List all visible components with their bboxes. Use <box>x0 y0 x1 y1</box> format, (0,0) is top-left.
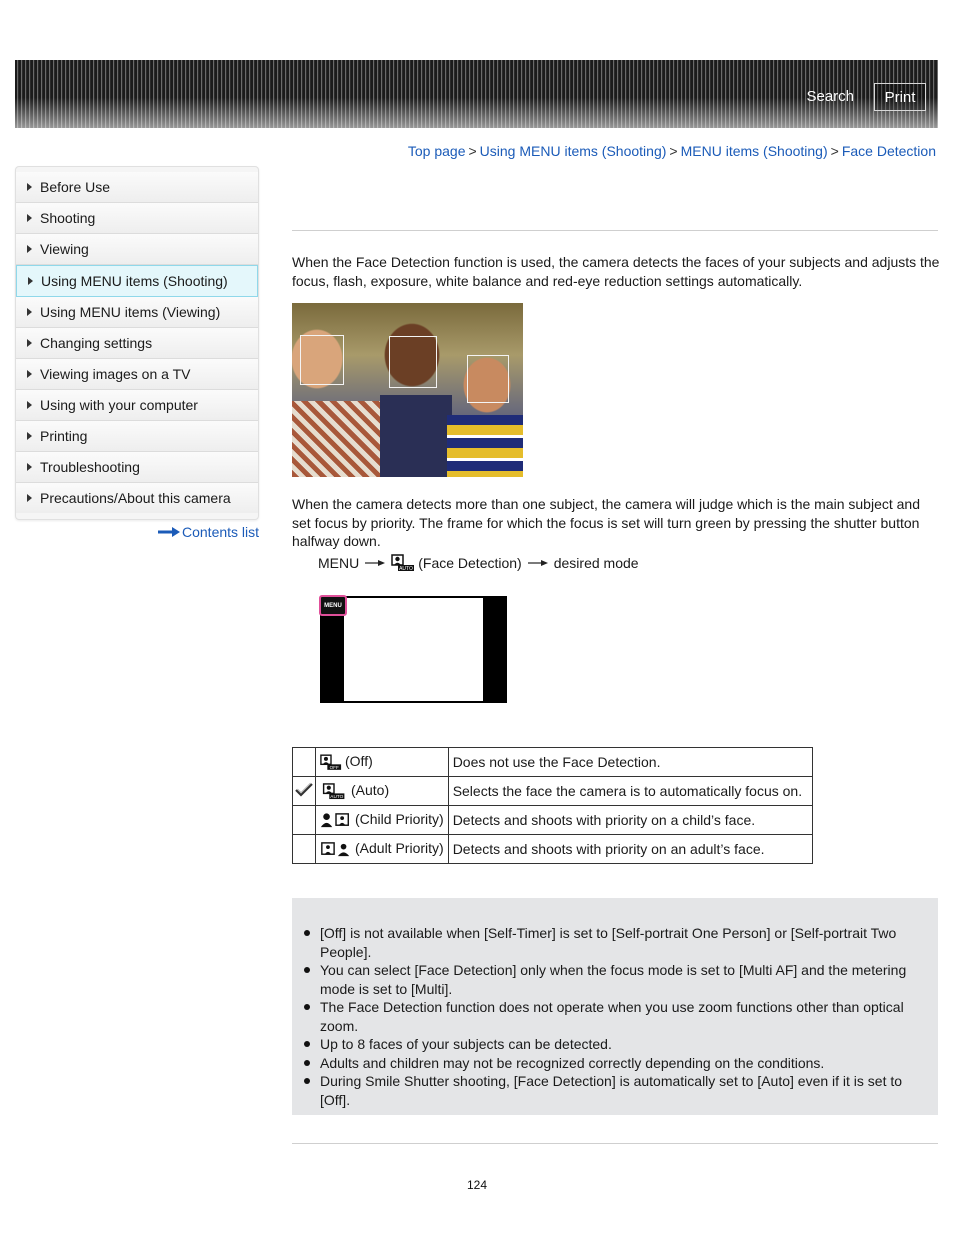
bottom-divider <box>292 1143 938 1144</box>
note-item: During Smile Shutter shooting, [Face Detection] is automatically set to [Auto] even if it is set to [Off]. <box>302 1072 922 1109</box>
triangle-right-icon <box>27 463 32 471</box>
triangle-right-icon <box>27 245 32 253</box>
top-divider <box>292 230 938 231</box>
triangle-right-icon <box>27 214 32 222</box>
checkmark-icon <box>294 782 314 798</box>
sidebar-item-using-with-computer[interactable] <box>16 390 258 421</box>
table-row <box>293 835 813 864</box>
search-link[interactable]: Search <box>806 88 854 105</box>
page-number: 124 <box>466 1178 488 1192</box>
sidebar-item-label: Viewing images on a TV <box>40 366 191 382</box>
triangle-right-icon <box>28 277 33 285</box>
sidebar-item-viewing[interactable] <box>16 234 258 265</box>
child-priority-icon <box>320 812 352 829</box>
mode-cell <box>316 777 449 806</box>
note-item: Adults and children may not be recognized correctly depending on the conditions. <box>302 1054 922 1073</box>
priority-paragraph: When the camera detects more than one subject, the camera will judge which is the main subject and set focus by priority. The frame for which the focus is set will turn green by pressing the shutter button halfway down. <box>292 496 920 549</box>
mode-cell <box>316 806 449 835</box>
sidebar-item-label: Using with your computer <box>40 397 198 413</box>
breadcrumb <box>408 143 936 159</box>
sidebar-item-label: Using MENU items (Viewing) <box>40 304 221 320</box>
sidebar-item-label: Before Use <box>40 179 111 195</box>
breadcrumb-top-page[interactable]: Top page <box>407 143 466 159</box>
arrow-right-icon <box>365 558 385 568</box>
default-indicator-cell <box>293 777 316 806</box>
triangle-right-icon <box>27 494 32 502</box>
sidebar-item-label: Viewing <box>40 241 89 257</box>
arrow-right-icon <box>528 558 548 568</box>
svg-text:AUTO: AUTO <box>399 566 414 572</box>
face-detection-photo <box>292 303 523 477</box>
mode-label: (Off) <box>345 753 373 770</box>
sidebar-item-label: Troubleshooting <box>40 459 140 475</box>
mode-description: Detects and shoots with priority on a child’s face. <box>448 806 812 835</box>
table-row <box>293 806 813 835</box>
sidebar-item-label: Precautions/About this camera <box>40 490 231 506</box>
contents-list-link[interactable] <box>158 524 259 540</box>
sidebar-nav <box>15 166 259 520</box>
triangle-right-icon <box>27 370 32 378</box>
mode-cell <box>316 835 449 864</box>
contents-list-label: Contents list <box>182 524 260 540</box>
camera-screen-illustration <box>320 596 507 703</box>
face-frame <box>389 336 437 388</box>
menu-path-step-menu: MENU <box>318 555 360 571</box>
breadcrumb-menu-items-shooting[interactable]: MENU items (Shooting) <box>680 143 828 159</box>
mode-label: (Adult Priority) <box>355 840 444 857</box>
triangle-right-icon <box>27 183 32 191</box>
mode-label: (Child Priority) <box>355 811 444 828</box>
sidebar-item-before-use[interactable] <box>16 172 258 203</box>
print-button[interactable]: Print <box>874 83 926 111</box>
note-item: [Off] is not available when [Self-Timer] is set to [Self-portrait One Person] or [Self-portrait Two People]. <box>302 924 922 961</box>
triangle-right-icon <box>27 401 32 409</box>
default-indicator-cell <box>293 806 316 835</box>
face-detection-auto-icon <box>391 554 415 572</box>
notes-box <box>292 898 938 1115</box>
sidebar-item-label: Changing settings <box>40 335 153 351</box>
default-indicator-cell <box>293 835 316 864</box>
screen-panel <box>344 598 483 701</box>
sidebar-item-shooting[interactable] <box>16 203 258 234</box>
sidebar-item-viewing-on-tv[interactable] <box>16 359 258 390</box>
svg-text:OFF: OFF <box>329 764 339 770</box>
breadcrumb-separator: > <box>830 143 839 159</box>
sidebar-item-printing[interactable] <box>16 421 258 452</box>
breadcrumb-using-menu-shooting[interactable]: Using MENU items (Shooting) <box>479 143 667 159</box>
triangle-right-icon <box>27 339 32 347</box>
menu-button: MENU <box>319 595 347 616</box>
sidebar-item-troubleshooting[interactable] <box>16 452 258 483</box>
face-detection-auto-icon <box>320 783 348 800</box>
mode-description: Does not use the Face Detection. <box>448 748 812 777</box>
face-detection-modes-table <box>292 747 813 864</box>
table-row <box>293 748 813 777</box>
mode-description: Detects and shoots with priority on an adult’s face. <box>448 835 812 864</box>
menu-path <box>318 554 639 572</box>
breadcrumb-separator: > <box>669 143 678 159</box>
sidebar-item-label: Shooting <box>40 210 96 226</box>
intro-paragraph: When the Face Detection function is used, the camera detects the faces of your subjects and adjusts the focus, flash, exposure, white balance and red-eye reduction settings automatically. <box>292 254 940 289</box>
note-item: Up to 8 faces of your subjects can be detected. <box>302 1035 922 1054</box>
sidebar-item-label: Using MENU items (Shooting) <box>41 273 228 289</box>
arrow-right-icon <box>158 527 180 537</box>
mode-cell <box>316 748 449 777</box>
breadcrumb-separator: > <box>468 143 477 159</box>
triangle-right-icon <box>27 432 32 440</box>
face-frame <box>300 335 344 385</box>
triangle-right-icon <box>27 308 32 316</box>
breadcrumb-face-detection[interactable]: Face Detection <box>841 143 936 159</box>
menu-path-step-face-detection: (Face Detection) <box>418 555 522 571</box>
face-frame <box>467 355 509 403</box>
header-bar <box>15 60 938 128</box>
note-item: You can select [Face Detection] only when the focus mode is set to [Multi AF] and the metering mode is set to [Multi]. <box>302 961 922 998</box>
notes-list <box>302 924 922 1109</box>
sidebar-item-using-menu-shooting[interactable] <box>16 265 258 297</box>
mode-description: Selects the face the camera is to automatically focus on. <box>448 777 812 806</box>
sidebar-item-using-menu-viewing[interactable] <box>16 297 258 328</box>
sidebar-item-label: Printing <box>40 428 88 444</box>
face-detection-off-icon <box>320 754 342 771</box>
default-indicator-cell <box>293 748 316 777</box>
adult-priority-icon <box>320 841 352 858</box>
sidebar-item-precautions[interactable] <box>16 483 258 513</box>
menu-path-step-desired-mode: desired mode <box>553 555 639 571</box>
table-row <box>293 777 813 806</box>
svg-text:AUTO: AUTO <box>330 795 344 800</box>
mode-label: (Auto) <box>351 782 390 799</box>
sidebar-item-changing-settings[interactable] <box>16 328 258 359</box>
note-item: The Face Detection function does not operate when you use zoom functions other than optical zoom. <box>302 998 922 1035</box>
